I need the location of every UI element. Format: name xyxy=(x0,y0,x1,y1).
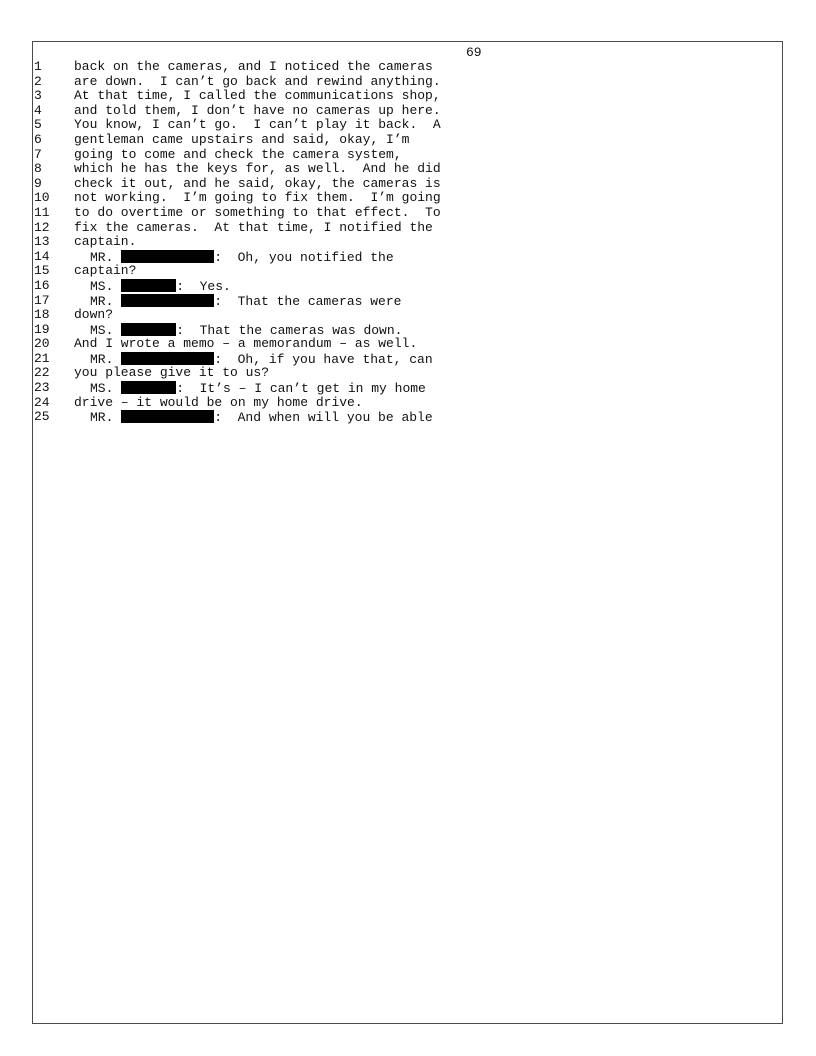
line-number: 1 xyxy=(34,59,42,74)
line-number: 12 xyxy=(34,219,50,235)
line-number: 10 xyxy=(34,190,50,206)
line-text: drive – it would be on my home drive. xyxy=(74,394,363,410)
line-text: going to come and check the camera system, xyxy=(74,146,402,162)
speaker-line xyxy=(74,250,554,265)
line-number: 14 xyxy=(34,248,50,264)
speaker-title: MS. xyxy=(90,278,114,294)
line-text: down? xyxy=(74,307,114,323)
line-text: : And when will you be able xyxy=(214,410,433,426)
speaker-title: MR. xyxy=(90,351,114,367)
transcript-line xyxy=(34,250,554,265)
line-text: which he has the keys for, as well. And he did xyxy=(74,161,441,177)
transcript-line xyxy=(34,133,554,148)
redaction-bar xyxy=(121,294,214,307)
speaker-line xyxy=(74,352,554,367)
transcript-line xyxy=(34,381,554,396)
line-number: 2 xyxy=(34,73,42,89)
line-text: captain? xyxy=(74,263,137,279)
line-number: 25 xyxy=(34,409,50,425)
line-text: and told them, I don’t have no cameras up here. xyxy=(74,102,441,118)
line-text: are down. I can’t go back and rewind anything. xyxy=(74,73,441,89)
line-text: : That the cameras was down. xyxy=(176,322,403,338)
transcript-line xyxy=(34,75,554,90)
line-number: 16 xyxy=(34,277,50,293)
line-number: 22 xyxy=(34,365,50,381)
transcript-line xyxy=(34,308,554,323)
speaker-line xyxy=(74,410,554,425)
transcript-body xyxy=(34,60,554,425)
line-number: 13 xyxy=(34,234,50,250)
speaker-line xyxy=(74,294,554,309)
speaker-line xyxy=(74,279,554,294)
transcript-line xyxy=(34,396,554,411)
transcript-line xyxy=(34,104,554,119)
line-number: 7 xyxy=(34,146,42,162)
transcript-line xyxy=(34,323,554,338)
transcript-line xyxy=(34,366,554,381)
transcript-line xyxy=(34,118,554,133)
line-text: back on the cameras, and I noticed the cameras xyxy=(74,59,433,74)
line-number: 5 xyxy=(34,117,42,133)
line-text: gentleman came upstairs and said, okay, I’m xyxy=(74,131,410,147)
line-number: 4 xyxy=(34,102,42,118)
transcript-line xyxy=(34,337,554,352)
speaker-line xyxy=(74,323,554,338)
speaker-title: MR. xyxy=(90,410,114,426)
transcript-line xyxy=(34,177,554,192)
line-number: 11 xyxy=(34,204,50,220)
redaction-bar xyxy=(121,381,176,394)
line-number: 8 xyxy=(34,161,42,177)
transcript-line xyxy=(34,352,554,367)
line-text: : Yes. xyxy=(176,278,231,294)
transcript-line xyxy=(34,264,554,279)
transcript-line xyxy=(34,279,554,294)
line-text: you please give it to us? xyxy=(74,365,270,381)
transcript-line xyxy=(34,148,554,163)
transcript-line xyxy=(34,206,554,221)
line-text: : It’s – I can’t get in my home xyxy=(176,381,426,397)
transcript-line xyxy=(34,221,554,236)
transcript-line xyxy=(34,410,554,425)
line-text: : That the cameras were xyxy=(214,293,402,309)
redaction-bar xyxy=(121,250,214,263)
speaker-title: MR. xyxy=(90,249,114,265)
line-number: 19 xyxy=(34,321,50,337)
line-number: 17 xyxy=(34,292,50,308)
transcript-line xyxy=(34,235,554,250)
transcript-line xyxy=(34,294,554,309)
line-text: not working. I’m going to fix them. I’m going xyxy=(74,190,441,206)
line-text: : Oh, if you have that, can xyxy=(214,351,433,367)
speaker-title: MS. xyxy=(90,322,114,338)
redaction-bar xyxy=(121,279,176,292)
line-text: At that time, I called the communications shop, xyxy=(74,88,441,104)
line-text: And I wrote a memo – a memorandum – as well. xyxy=(74,336,418,352)
transcript-line xyxy=(34,162,554,177)
line-number: 15 xyxy=(34,263,50,279)
transcript-line xyxy=(34,60,554,75)
line-text: to do overtime or something to that effect. To xyxy=(74,204,441,220)
line-text: : Oh, you notified the xyxy=(214,249,394,265)
line-number: 9 xyxy=(34,175,42,191)
line-number: 24 xyxy=(34,394,50,410)
speaker-title: MS. xyxy=(90,381,114,397)
line-text: check it out, and he said, okay, the cameras is xyxy=(74,175,441,191)
page-number: 69 xyxy=(466,45,482,60)
line-number: 6 xyxy=(34,131,42,147)
line-number: 21 xyxy=(34,350,50,366)
speaker-title: MR. xyxy=(90,293,114,309)
redaction-bar xyxy=(121,352,214,365)
line-number: 18 xyxy=(34,307,50,323)
line-number: 23 xyxy=(34,380,50,396)
line-number: 20 xyxy=(34,336,50,352)
transcript-line xyxy=(34,89,554,104)
line-text: captain. xyxy=(74,234,137,250)
speaker-line xyxy=(74,381,554,396)
transcript-line xyxy=(34,191,554,206)
line-text: You know, I can’t go. I can’t play it back. A xyxy=(74,117,441,133)
line-text: fix the cameras. At that time, I notified the xyxy=(74,219,433,235)
redaction-bar xyxy=(121,410,214,423)
line-number: 3 xyxy=(34,88,42,104)
redaction-bar xyxy=(121,323,176,336)
